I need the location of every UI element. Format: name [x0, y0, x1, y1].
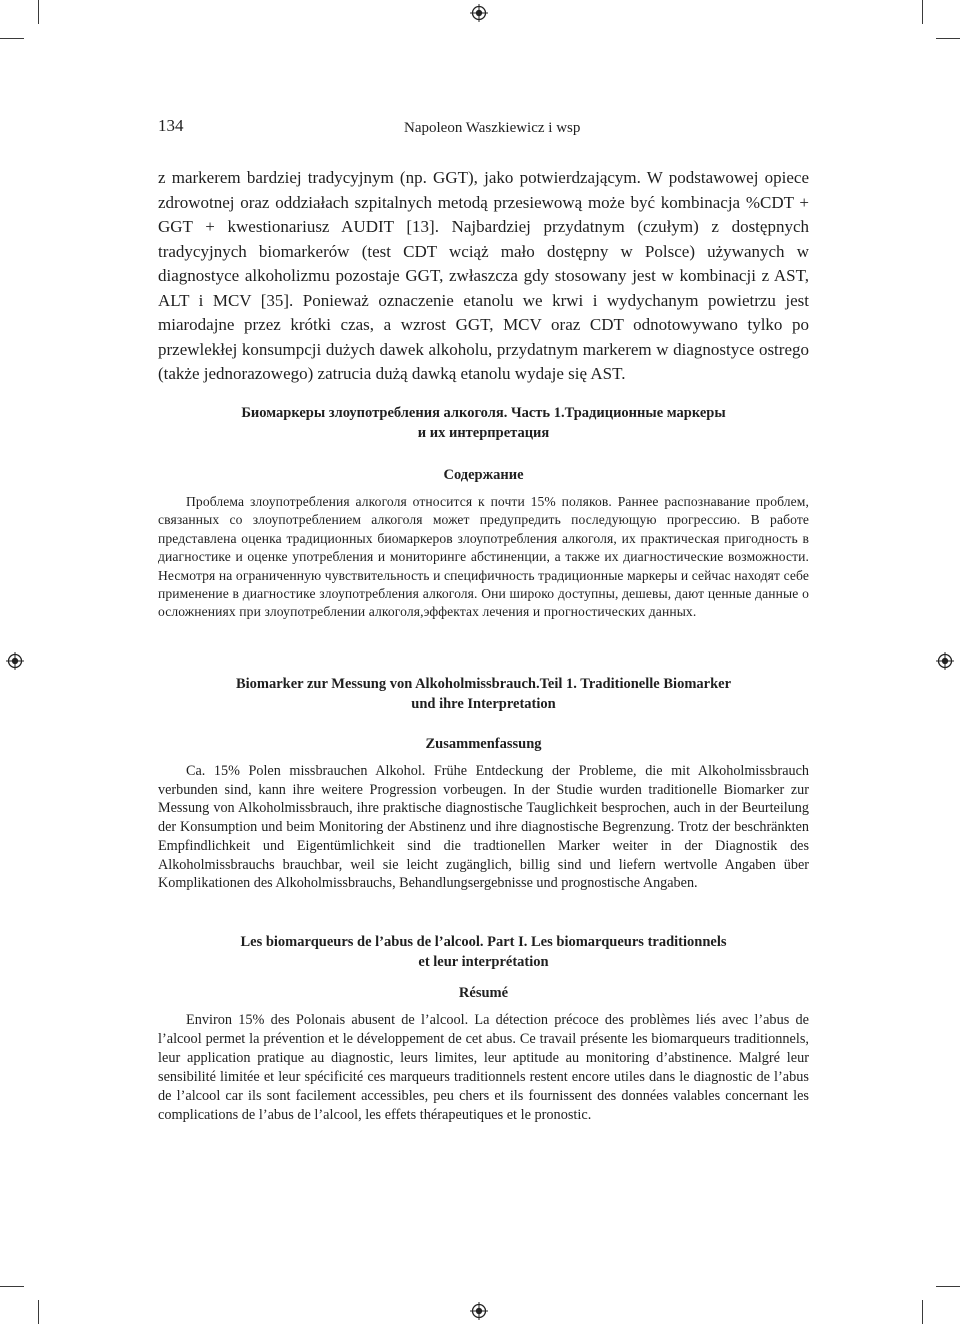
russian-abstract — [158, 493, 809, 622]
french-abstract — [158, 1011, 809, 1125]
french-title-line: Les biomarqueurs de l’abus de l’alcool. Part I. Les biomarqueurs traditionnels — [240, 934, 727, 950]
crop-mark — [38, 0, 39, 24]
french-subtitle: Résumé — [458, 985, 509, 1001]
registration-mark-icon — [6, 652, 24, 670]
german-subtitle: Zusammenfassung — [425, 736, 542, 752]
crop-mark — [38, 1300, 39, 1324]
russian-abstract-text: Проблема злоупотребления алкоголя относится к почти 15% поляков. Раннее распознавание проблем, связанных со злоупотреблением алкоголя может предупредить последующую прогрессию. В работе представлена оценка традиционных биомаркеров злоупотребления алкоголя, их практическая пригодность в диагностике и оценке употребления и мониторинге абстиненции, а также их диагностические возможности. Несмотря на ограниченную чувствительность и специфичность традиционные маркеры и сейчас находят себе применение в диагностике злоупотребления алкоголя. Они широко доступны, дешевы, дают ценные данные о осложнениях при злоупотреблении алкоголя,эффектах лечения и прогностических данных. — [158, 494, 809, 620]
russian-title-line: Биомаркеры злоупотребления алкоголя. Часть 1.Традиционные маркеры — [241, 405, 726, 421]
german-abstract — [158, 762, 809, 893]
registration-mark-icon — [470, 1302, 488, 1320]
crop-mark — [936, 38, 960, 39]
german-title-line: und ihre Interpretation — [411, 695, 556, 712]
russian-title — [158, 404, 809, 443]
german-abstract-text: Ca. 15% Polen missbrauchen Alkohol. Frühe Entdeckung der Probleme, die mit Alkoholmissbrauch verbunden sind, kann ihre weitere Progression vorbeugen. In der Studie wurden traditionelle Biomarker zur Messung von Alkoholmissbrauch, ihre praktische diagnostische Tauglichkeit besprochen, auch in der Beurteilung der Konsumption und beim Monitoring der Abstinenz und ihre diagnostische Begrenzung. Trotz der beschränkten Empfindlichkeit und Eigentümlichkeit sind die tradtionellen Marker weiter in der Diagnostik des Alkoholmissbrauchs brauchbar, weil sie leicht zugänglich, billig sind und liefern wertvolle Angaben über Komplikationen des Alkoholmissbrauchs, Behandlungsergebnisse und prognostische Angaben. — [158, 763, 809, 892]
russian-subtitle: Содержание — [443, 467, 524, 483]
body-paragraph: z markerem bardziej tradycyjnym (np. GGT), jako potwierdzającym. W podstawowej opiece zdrowotnej oraz oddziałach szpitalnych metodą przesiewową może być kombinacja %CDT + GGT + kwestionariusz AUDIT [13]. Najbardziej przydatnym (czułym) z dostępnych tradycyjnych biomarkerów (test CDT wciąż mało dostępny w Polsce) używanych w diagnostyce alkoholizmu pozostaje GGT, zwłaszcza gdy stosowany jest w kombinacji z AST, ALT i MCV [35]. Ponieważ oznaczenie etanolu we krwi i wydychanym powietrzu jest miarodajne przez krótki czas, a wzrost GGT, MCV oraz CDT odnotowywano tylko po przewlekłej konsumpcji dużych dawek alkoholu, przydatnym markerem w diagnostyce ostrego (także jednorazowego) zatrucia dużą dawką etanolu wydaje się AST. — [158, 168, 809, 383]
german-title — [158, 675, 809, 714]
french-abstract-text: Environ 15% des Polonais abusent de l’alcool. La détection précoce des problèmes liés avec l’abus de l’alcool permet la prévention et le développement de cet abus. Ce travail présente les biomarqueurs traditionnels, leur application pratique au diagnostic, leurs limites, leur aptitude au monitoring d’abstinence. Malgré leur sensibilité limitée et leur spécificité ces marqueurs traditionnels restent encore utiles dans le diagnostic de l’abus de l’alcool car ils sont facilement accessibles, peu chers et ils fournissent des données valables concernant les complications de l’abus de l’alcool, les effets thérapeutiques et le pronostic. — [158, 1012, 809, 1123]
russian-title-line: и их интерпретация — [417, 424, 550, 441]
crop-mark — [936, 1286, 960, 1287]
registration-mark-icon — [936, 652, 954, 670]
crop-mark — [0, 38, 24, 39]
crop-mark — [922, 1300, 923, 1324]
registration-mark-icon — [470, 4, 488, 22]
french-title — [158, 933, 809, 972]
crop-mark — [0, 1286, 24, 1287]
german-title-line: Biomarker zur Messung von Alkoholmissbrauch.Teil 1. Traditionelle Biomarker — [235, 676, 732, 692]
running-head: Napoleon Waszkiewicz i wsp — [404, 120, 581, 136]
french-title-line: et leur interprétation — [418, 953, 549, 970]
crop-mark — [922, 0, 923, 24]
page-number: 134 — [158, 116, 184, 135]
